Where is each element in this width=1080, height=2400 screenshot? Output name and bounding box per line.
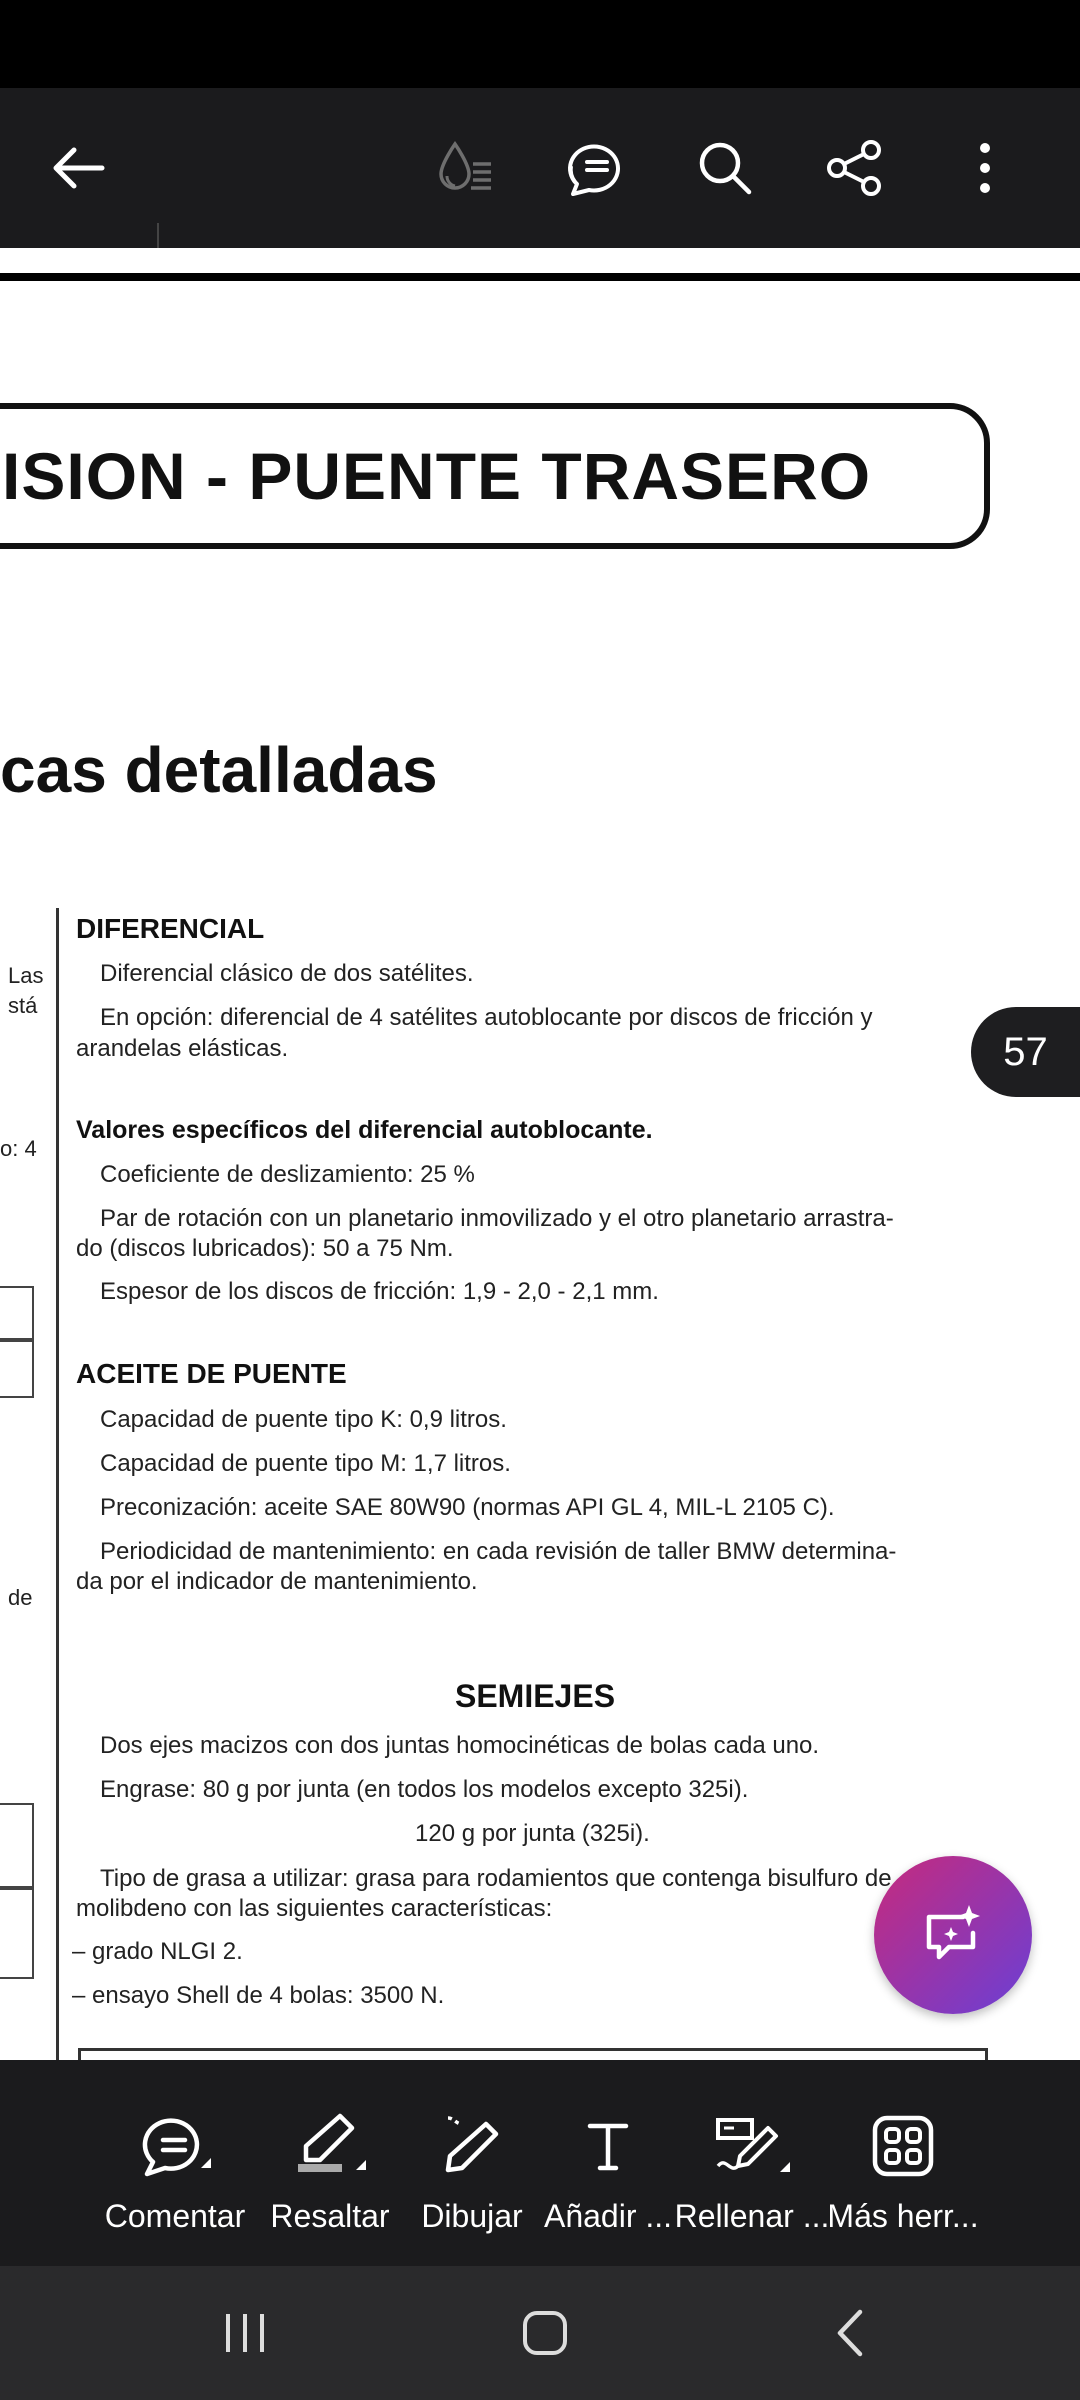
paragraph: Diferencial clásico de dos satélites. [100, 960, 474, 987]
tool-fill-sign[interactable] [672, 2060, 832, 2266]
text-icon [578, 2110, 638, 2182]
heading-aceite: ACEITE DE PUENTE [76, 1358, 347, 1389]
tool-highlight[interactable] [250, 2060, 410, 2266]
list-item: – grado NLGI 2. [72, 1938, 243, 1965]
tool-label: Añadir ... [543, 2198, 673, 2234]
bottom-toolbar [0, 2060, 1080, 2266]
left-column-table-fragment [0, 1338, 34, 1342]
paragraph: Capacidad de puente tipo M: 1,7 litros. [100, 1450, 511, 1477]
tool-label: Rellenar ... [674, 2198, 830, 2234]
paragraph: molibdeno con las siguientes características: [76, 1895, 553, 1922]
ai-assistant-button[interactable] [874, 1856, 1032, 2014]
left-column-table-fragment [0, 1803, 34, 1979]
chapter-title: ISION - PUENTE TRASERO [2, 439, 872, 513]
next-section-frame [78, 2048, 988, 2060]
paragraph: do (discos lubricados): 50 a 75 Nm. [76, 1235, 454, 1262]
paragraph: Coeficiente de deslizamiento: 25 % [100, 1161, 475, 1188]
reading-mode-icon[interactable] [430, 88, 500, 248]
paragraph: arandelas elásticas. [76, 1035, 289, 1062]
left-column-table-fragment [0, 1886, 34, 1890]
paragraph: Par de rotación con un planetario inmovilizado y el otro planetario arrastra- [100, 1205, 894, 1232]
section-title: cas detalladas [0, 734, 438, 806]
tool-add-text[interactable] [528, 2060, 688, 2266]
paragraph: Espesor de los discos de fricción: 1,9 - 2,0 - 2,1 mm. [100, 1278, 659, 1305]
tool-label: Resaltar [270, 2198, 390, 2234]
paragraph: En opción: diferencial de 4 satélites autoblocante por discos de fricción y [100, 1004, 873, 1031]
search-icon[interactable] [690, 88, 760, 248]
heading-diferencial: DIFERENCIAL [76, 913, 265, 944]
left-column-fragment: de [8, 1585, 33, 1610]
tool-label: Más herr... [827, 2198, 979, 2234]
paragraph: Capacidad de puente tipo K: 0,9 litros. [100, 1406, 507, 1433]
left-column-table-fragment [0, 1286, 34, 1398]
left-column-fragment: stá [8, 993, 38, 1018]
paragraph: Tipo de grasa a utilizar: grasa para rodamientos que contenga bisulfuro de [100, 1865, 892, 1892]
tool-label: Comentar [104, 2198, 246, 2234]
left-column-fragment: Las [8, 963, 44, 988]
more-options-icon[interactable] [950, 88, 1020, 248]
paragraph: Engrase: 80 g por junta (en todos los modelos excepto 325i). [100, 1776, 749, 1803]
comments-list-icon[interactable] [560, 88, 630, 248]
paragraph: 120 g por junta (325i). [415, 1820, 650, 1847]
list-item: – ensayo Shell de 4 bolas: 3500 N. [72, 1982, 445, 2009]
page-header-rule [0, 273, 1080, 281]
status-bar [0, 0, 1080, 88]
back-arrow-icon[interactable] [38, 88, 118, 248]
recent-apps-icon[interactable] [200, 2266, 290, 2400]
more-tools-icon [869, 2110, 937, 2182]
paragraph: da por el indicador de mantenimiento. [76, 1568, 478, 1595]
ai-chat-sparkle-icon [917, 1899, 989, 1971]
comment-icon [135, 2110, 215, 2182]
home-icon[interactable] [500, 2266, 590, 2400]
paragraph: Preconización: aceite SAE 80W90 (normas API GL 4, MIL-L 2105 C). [100, 1494, 835, 1521]
draw-icon [436, 2110, 508, 2182]
paragraph: Periodicidad de mantenimiento: en cada revisión de taller BMW determina- [100, 1538, 897, 1565]
system-navigation-bar [0, 2266, 1080, 2400]
share-icon[interactable] [820, 88, 890, 248]
page-number-indicator[interactable]: 57 [971, 1007, 1080, 1097]
tool-more-tools[interactable] [823, 2060, 983, 2266]
left-column-fragment: o: 4 [0, 1136, 37, 1161]
heading-semiejes: SEMIEJES [454, 1678, 616, 1714]
heading-valores: Valores específicos del diferencial autoblocante. [76, 1116, 653, 1144]
pdf-page-view[interactable] [0, 248, 1080, 2060]
column-divider [56, 908, 59, 2060]
back-icon[interactable] [805, 2266, 895, 2400]
paragraph: Dos ejes macizos con dos juntas homocinéticas de bolas cada uno. [100, 1732, 820, 1759]
tool-label: Dibujar [421, 2198, 523, 2234]
tool-comment[interactable] [95, 2060, 255, 2266]
top-app-bar [0, 88, 1080, 248]
fill-sign-icon [710, 2110, 794, 2182]
highlight-icon [290, 2110, 370, 2182]
